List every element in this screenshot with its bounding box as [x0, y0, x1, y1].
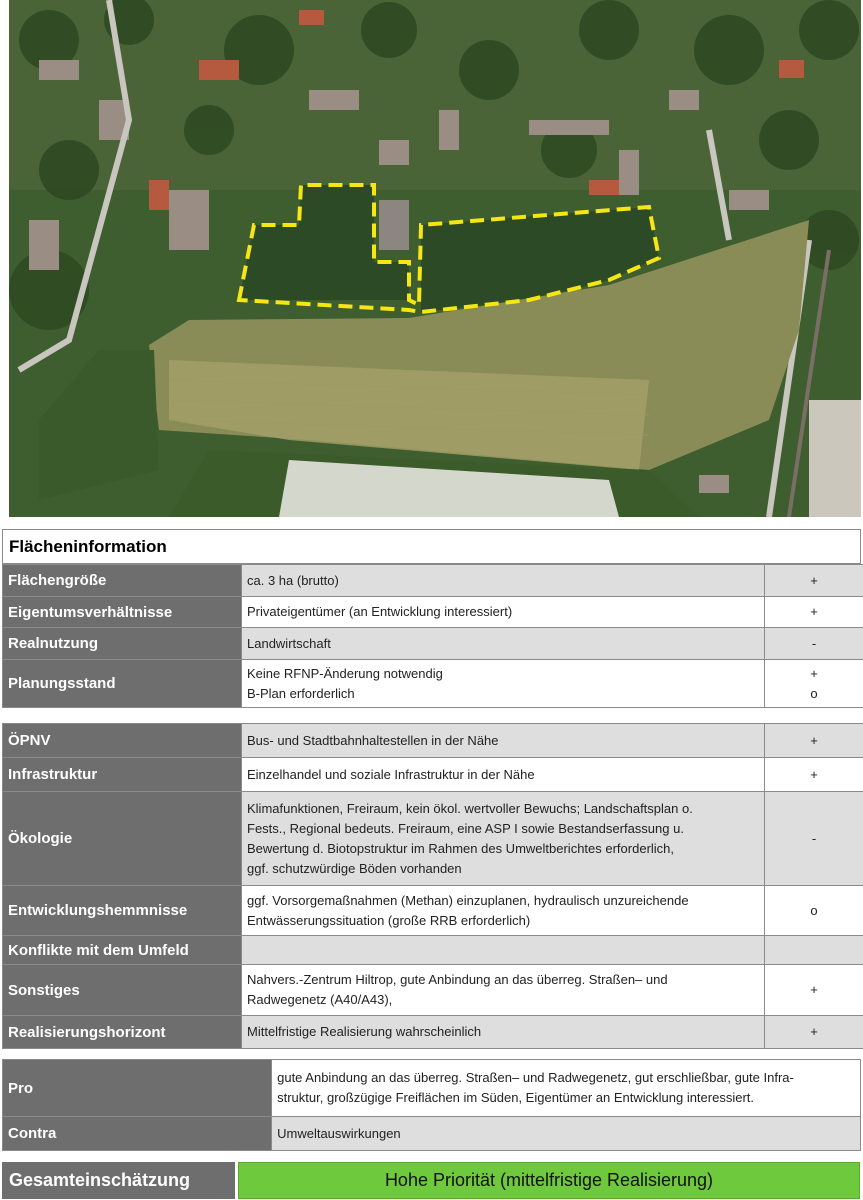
row-label: Realisierungshorizont: [3, 1016, 242, 1049]
row-rating: [765, 1016, 863, 1049]
row-value-line: gute Anbindung an das überreg. Straßen– und Radwegenetz, gut erschließbar, gute Infra-: [277, 1070, 794, 1085]
info-table: [2, 564, 863, 708]
row-label: Entwicklungshemmnisse: [3, 886, 242, 936]
rating-symbol: +: [810, 982, 818, 997]
row-value-line: Umweltauswirkungen: [277, 1125, 401, 1141]
info-table-group-2: [2, 723, 861, 1049]
table-row: [3, 936, 863, 965]
row-value: [242, 597, 765, 628]
aerial-photo: [9, 0, 861, 517]
rating-symbol: -: [811, 830, 817, 846]
row-value-line: Klimafunktionen, Freiraum, kein ökol. wertvoller Bewuchs; Landschaftsplan o.: [247, 800, 693, 816]
row-label: Realnutzung: [3, 628, 242, 660]
rating-symbol: o: [810, 685, 818, 701]
row-rating: [765, 936, 863, 965]
row-value-line: Einzelhandel und soziale Infrastruktur in der Nähe: [247, 766, 535, 782]
row-label: Pro: [3, 1060, 272, 1117]
row-value: [272, 1117, 861, 1151]
row-value-line: Landwirtschaft: [247, 635, 331, 651]
rating-symbol: +: [810, 1024, 818, 1039]
table-row: [3, 628, 863, 660]
row-label: Sonstiges: [3, 965, 242, 1016]
row-rating: [765, 886, 863, 936]
row-value: [242, 565, 765, 597]
rating-symbol: +: [810, 572, 818, 588]
row-rating: [765, 724, 863, 758]
row-value: [242, 628, 765, 660]
row-rating: [765, 965, 863, 1016]
table-row: [3, 565, 863, 597]
row-value-line: B-Plan erforderlich: [247, 685, 355, 701]
info-table: [2, 723, 863, 1049]
row-label: Infrastruktur: [3, 758, 242, 792]
row-label: Ökologie: [3, 792, 242, 886]
table-row: [3, 758, 863, 792]
row-rating: [765, 565, 863, 597]
row-value-line: Radwegenetz (A40/A43),: [247, 992, 393, 1007]
row-value-line: Keine RFNP-Änderung notwendig: [247, 665, 443, 681]
section-header: [2, 529, 861, 564]
table-row: [3, 724, 863, 758]
row-label: Konflikte mit dem Umfeld: [3, 936, 242, 965]
table-row: [3, 597, 863, 628]
rating-symbol: -: [811, 635, 817, 651]
row-value: [242, 758, 765, 792]
row-rating: [765, 792, 863, 886]
table-row: [3, 886, 863, 936]
row-value-line: Privateigentümer (an Entwicklung interessiert): [247, 604, 513, 619]
table-row: [3, 965, 863, 1016]
row-value: [242, 1016, 765, 1049]
row-value-line: ggf. schutzwürdige Böden vorhanden: [247, 860, 462, 876]
rating-symbol: o: [810, 902, 818, 918]
row-value-line: Fests., Regional bedeuts. Freiraum, eine ASP I sowie Bestandserfassung u.: [247, 820, 684, 836]
summary-label: Gesamteinschätzung: [2, 1162, 235, 1199]
row-value: [272, 1060, 861, 1117]
row-value-line: Bus- und Stadtbahnhaltestellen in der Nähe: [247, 732, 499, 748]
row-label: Contra: [3, 1117, 272, 1151]
row-rating: [765, 660, 863, 708]
table-row: [3, 1016, 863, 1049]
row-value-line: Mittelfristige Realisierung wahrscheinlich: [247, 1024, 482, 1039]
row-value-line: Bewertung d. Biotopstruktur im Rahmen des Umweltberichtes erforderlich,: [247, 840, 675, 856]
row-label: ÖPNV: [3, 724, 242, 758]
row-value: [242, 792, 765, 886]
row-value: [242, 936, 765, 965]
rating-symbol: +: [810, 732, 818, 748]
row-rating: [765, 758, 863, 792]
table-row: [3, 792, 863, 886]
row-label: Flächengröße: [3, 565, 242, 597]
table-row: [3, 1117, 861, 1151]
rating-symbol: +: [810, 665, 818, 681]
summary-value: Hohe Priorität (mittelfristige Realisierung): [238, 1162, 860, 1199]
info-table: [2, 1059, 861, 1151]
row-label: Planungsstand: [3, 660, 242, 708]
row-value-line: Entwässerungssituation (große RRB erforderlich): [247, 912, 531, 928]
row-value: [242, 660, 765, 708]
info-table-group-1: [2, 564, 861, 708]
row-value: [242, 965, 765, 1016]
section-title: Flächeninformation: [9, 537, 167, 556]
rating-symbol: +: [810, 604, 818, 619]
table-row: [3, 1060, 861, 1117]
row-rating: [765, 628, 863, 660]
rating-symbol: +: [810, 766, 818, 782]
row-value: [242, 886, 765, 936]
row-value-line: ca. 3 ha (brutto): [247, 572, 339, 588]
row-value-line: ggf. Vorsorgemaßnahmen (Methan) einzuplanen, hydraulisch unzureichende: [247, 892, 689, 908]
row-rating: [765, 597, 863, 628]
row-value-line: Nahvers.-Zentrum Hiltrop, gute Anbindung an das überreg. Straßen– und: [247, 972, 668, 987]
row-value-line: struktur, großzügige Freiflächen im Süden, Eigentümer an Entwicklung interessiert.: [277, 1090, 755, 1105]
row-value: [242, 724, 765, 758]
row-label: Eigentumsverhältnisse: [3, 597, 242, 628]
aerial-photo-drawing: [9, 0, 861, 517]
pro-contra-table: [2, 1059, 861, 1151]
table-row: [3, 660, 863, 708]
